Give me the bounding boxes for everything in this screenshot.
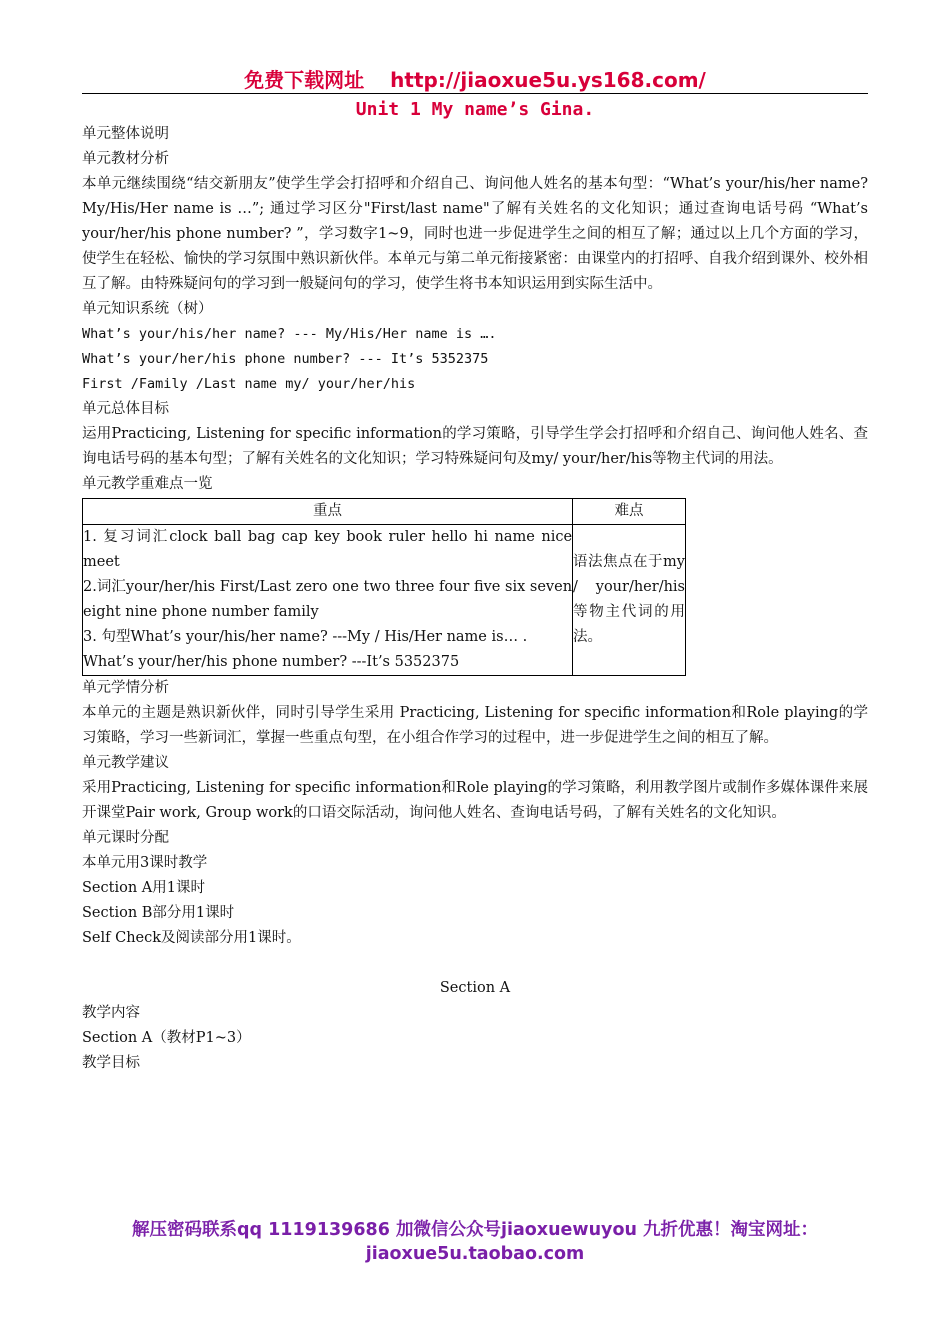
goal-paragraph: 运用Practicing, Listening for specific information的学习策略，引导学生学会打招呼和介绍自己、询问他人姓名、查询电话号码的基本句型；了解有关姓名的文化知识；学习特殊疑问句及my/ your/her/his等物主代词的用法。	[82, 426, 868, 467]
schedule-line: Section A用1课时	[82, 880, 205, 896]
section-a-title: Section A	[439, 980, 511, 996]
overall-heading: 单元整体说明	[82, 126, 169, 142]
tree-heading: 单元知识系统（树）	[82, 301, 213, 317]
keypoints-col-header: 重点	[83, 499, 573, 525]
analysis-paragraph: 本单元继续围绕“结交新朋友”使学生学会打招呼和介绍自己、询问他人姓名的基本句型：“What’s your/his/her name? My/His/Her name is …”; 通过学习区分"First/last name"了解有关姓名的文化知识；通过查询电话号码 “What’s your/her/his phone number? ”，学习数字1~9，同时也进一步促进学生之间的相互了解；通过以上几个方面的学习，使学生在轻松、愉快的学习氛围中熟识新伙伴。本单元与第二单元衔接紧密：由课堂内的打招呼、自我介绍到课外、校外相互了解。由特殊疑问句的学习到一般疑问句的学习，使学生将书本知识运用到实际生活中。	[82, 176, 868, 292]
difficulty-cell: 语法焦点在于my / your/her/his等物主代词的用法。	[573, 525, 686, 676]
suggest-paragraph: 采用Practicing, Listening for specific information和Role playing的学习策略，利用教学图片或制作多媒体课件来展开课堂Pair work, Group work的口语交际活动，询问他人姓名、查询电话号码，了解有关姓名的文化知识。	[82, 780, 868, 821]
unit-title: Unit 1 My name’s Gina.	[355, 99, 595, 120]
document-body	[82, 122, 868, 1076]
schedule-heading: 单元课时分配	[82, 830, 169, 846]
content-heading: 教学内容	[82, 1005, 140, 1021]
download-header	[82, 64, 868, 93]
tree-line: First /Family /Last name my/ your/her/his	[82, 376, 416, 392]
keypoints-cell	[83, 525, 573, 676]
suggest-heading: 单元教学建议	[82, 755, 169, 771]
footer-line: 解压密码联系qq 1119139686 加微信公众号jiaoxuewuyou 九折优惠！淘宝网址：	[131, 1220, 819, 1240]
header-label: 免费下载网址	[244, 68, 365, 92]
keypoint-item: 1. 复习词汇clock ball bag cap key book ruler hello hi name nice meet	[83, 529, 573, 570]
blank-line	[82, 951, 868, 976]
keypoint-item: 2.词汇your/her/his First/Last zero one two three four five six seven eight nine phone number family	[83, 579, 573, 620]
student-paragraph: 本单元的主题是熟识新伙伴，同时引导学生采用 Practicing, Listening for specific information和Role playing的学习策略，学习一些新词汇，掌握一些重点句型，在小组合作学习的过程中，进一步促进学生之间的相互了解。	[82, 705, 868, 746]
student-heading: 单元学情分析	[82, 680, 169, 696]
keypoint-item: What’s your/her/his phone number? ---It’s 5352375	[83, 654, 460, 670]
footer-shop-link[interactable]: jiaoxue5u.taobao.com	[365, 1244, 585, 1264]
header-url-link[interactable]: http://jiaoxue5u.ys168.com/	[390, 68, 706, 92]
difficulty-col-header: 难点	[573, 499, 686, 525]
keypoints-table	[82, 498, 686, 676]
objective-heading: 教学目标	[82, 1055, 140, 1071]
tree-line: What’s your/his/her name? --- My/His/Her name is ….	[82, 326, 497, 342]
content-line: Section A（教材P1~3）	[82, 1030, 251, 1046]
contact-footer	[82, 1218, 868, 1266]
keypoint-item: 3. 句型What’s your/his/her name? ---My / His/Her name is… .	[83, 629, 528, 645]
analysis-heading: 单元教材分析	[82, 151, 169, 167]
header-divider	[82, 93, 868, 94]
tree-line: What’s your/her/his phone number? --- It’s 5352375	[82, 351, 489, 367]
schedule-line: Section B部分用1课时	[82, 905, 235, 921]
schedule-line: 本单元用3课时教学	[82, 855, 208, 871]
schedule-line: Self Check及阅读部分用1课时。	[82, 930, 301, 946]
keypoints-heading: 单元教学重难点一览	[82, 476, 213, 492]
goal-heading: 单元总体目标	[82, 401, 169, 417]
